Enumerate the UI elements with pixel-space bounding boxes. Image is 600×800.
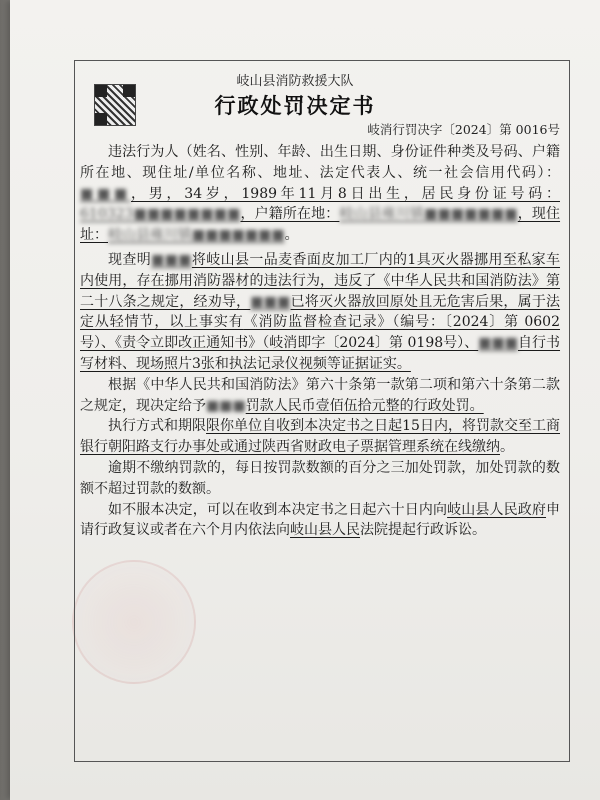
redacted-name: ■■■ [151, 251, 192, 268]
paragraph-execution: 执行方式和期限限你单位自收到本决定书之日起15日内，将罚款交至工商银行朝阳路支行办事处或通过陕西省财政电子票据管理系统在线缴纳。 [80, 418, 560, 456]
paragraph-offender: 违法行为人（姓名、性别、年龄、出生日期、身份证件种类及号码、户籍所在地、现住址/单位名称、地址、法定代表人、统一社会信用代码）：■■■，男，34岁，1989年11月8日出生，居民身份证号码：610323■■■■■■■■，户籍所在地：岐山县雍川镇■■■■■■■，现住址：岐山县雍川镇■■■■■■■。 [80, 144, 561, 244]
issuing-organization: 岐山县消防救援大队 [236, 74, 354, 89]
redacted-name: ■■■ [80, 185, 131, 202]
paragraph-decision: 根据《中华人民共和国消防法》第六十条第一款第二项和第六十条第二款之规定，现决定给予■■■罚款人民币壹佰伍拾元整的行政处罚。 [80, 376, 560, 414]
redacted-name: ■■■ [250, 293, 291, 310]
document-title: 行政处罚决定书 [214, 93, 376, 118]
redacted-name: ■■■ [206, 397, 246, 414]
redacted-address: 岐山县雍川镇■■■■■■■ [108, 227, 285, 244]
paragraph-appeal: 如不服本决定，可以在收到本决定书之日起六十日内向岐山县人民政府申请行政复议或者在六个月内依法向岐山县人民法院提起行政诉讼。 [80, 501, 561, 539]
redacted-id: 610323■■■■■■■■ [80, 206, 241, 223]
redacted-residence: 岐山县雍川镇■■■■■■■ [339, 206, 518, 223]
document-number: 岐消行罚决字〔2024〕第 0016号 [367, 122, 560, 137]
paragraph-facts: 现查明■■■将岐山县一品麦香面皮加工厂内的1具灭火器挪用至私家车内使用，存在挪用消防器材的违法行为，违反了《中华人民共和国消防法》第二十八条之规定，经劝导，■■■已将灭火器放回原处且无危害后果，属于法定从轻情节，以上事实有《消防监督检查记录》（编号：〔2024〕第 0602号）、《责令立即改正通知书》（岐消即字〔2024〕第 0198号）、■■■自行书写材料、现场照片3张和执法记录仪视频等证据证实。 [80, 251, 561, 372]
paragraph-late-fee: 逾期不缴纳罚款的，每日按罚款数额的百分之三加处罚款，加处罚款的数额不超过罚款的数额。 [80, 459, 560, 497]
redacted-name: ■■■ [478, 335, 518, 352]
document-body [80, 142, 560, 541]
